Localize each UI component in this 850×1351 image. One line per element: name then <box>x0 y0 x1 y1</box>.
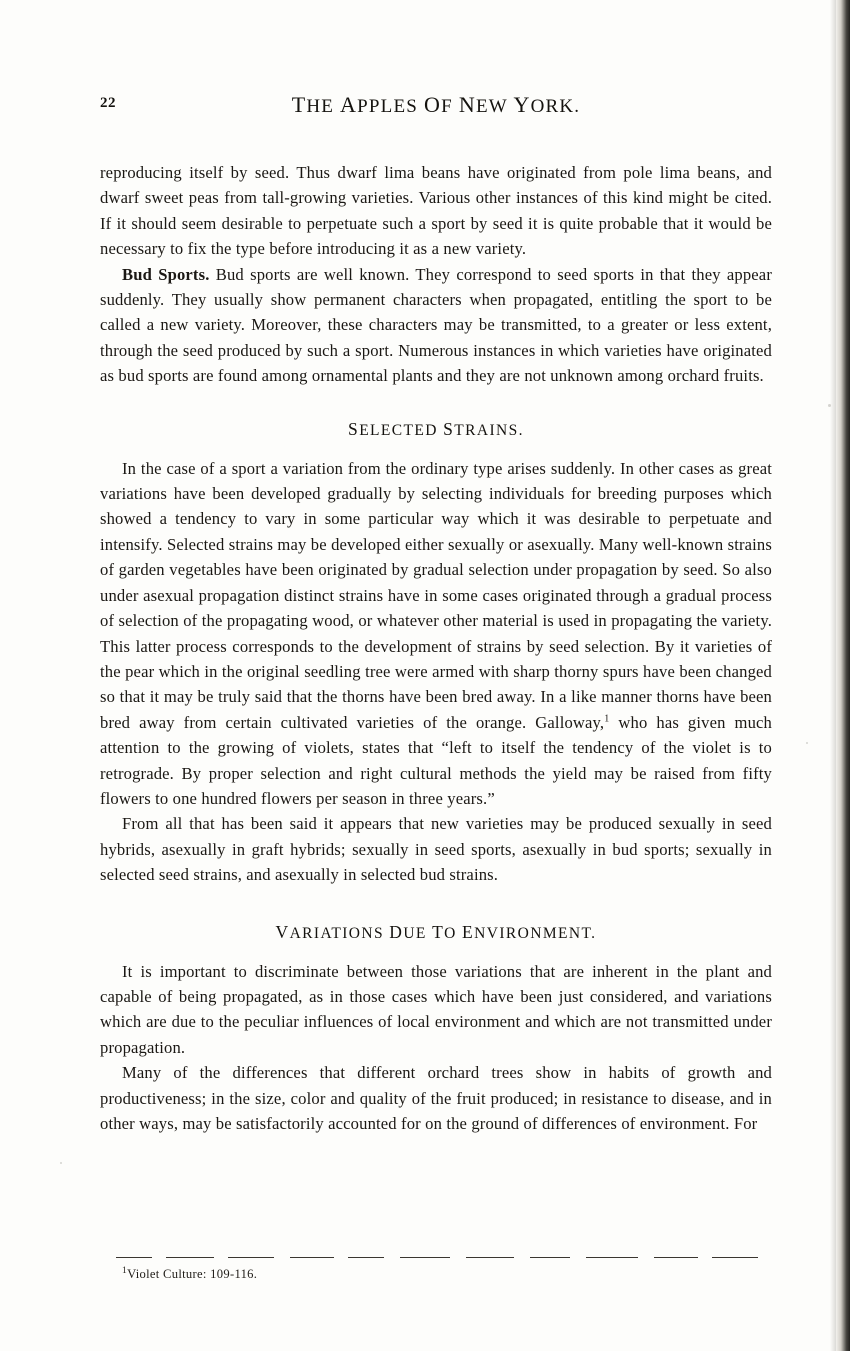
footnote-text: Violet Culture: 109-116. <box>127 1267 258 1282</box>
scan-speckle <box>828 404 831 407</box>
running-head <box>100 92 772 116</box>
paragraph-many-differences: Many of the differences that different orchard trees show in habits of growth and productiveness; in the size, color and quality of the fruit produced; in resistance to disease, and in other ways, may be satisfactorily accounted for on the ground of differences of environment. For <box>100 1063 772 1133</box>
paragraph-bud-sports-text: Bud sports are well known. They correspond to seed sports in that they appear suddenly. They usually show permanent characters when propagated, entitling the sport to be called a new variety. Moreover, these characters may be transmitted, to a greater or less extent, through the seed produced by such a sport. Numerous instances in which varieties have originated as bud sports are found among ornamental plants and they are not unknown among orchard fruits. <box>100 264 772 386</box>
paragraph-important-discriminate: It is important to discriminate between those variations that are inherent in the plant and capable of being propagated, as in those cases which have been just considered, and variations which are due to the peculiar influences of local environment and which are not transmitted under propagation. <box>100 961 772 1057</box>
page-number: 22 <box>100 95 116 111</box>
footnote-separator <box>100 1253 772 1263</box>
footnote-reference[interactable]: 1 <box>604 713 610 725</box>
running-head-title: THE APPLES OF NEW YORK. <box>291 92 581 117</box>
heading-variations-due-to-environment: VARIATIONS DUE TO ENVIRONMENT. <box>275 921 597 942</box>
paragraph-sport-variation-text: In the case of a sport a variation from the ordinary type arises suddenly. In other cases as great variations have been developed gradually by selecting individuals for breeding purposes which showed a tendency to vary in some particular way which it was desirable to perpetuate and intensify. Selected strains may be developed either sexually or asexually. Many well-known strains of garden vegetables have been originated by gradual selection under propagation by seed. So also under asexual propagation distinct strains have in some cases originated through a gradual process of selection of the propagating wood, or whatever other material is used in propagating the variety. This latter process corresponds to the development of strains by seed selection. By it varieties of the pear which in the original seedling tree were armed with sharp thorny spurs have been changed so that it may be truly said that the thorns have been bred away. In a like manner thorns have been bred away from certain cultivated varieties of the orange. Galloway, <box>100 458 772 732</box>
heading-selected-strains: SELECTED STRAINS. <box>348 418 524 439</box>
scan-edge <box>836 0 850 1351</box>
paragraph-sport-variation-text-after: who has given much attention to the growing of violets, states that “left to itself the tendency of the violet is to retrograde. By proper selection and right cultural methods the yield may be raised from fifty flowers to one hundred flowers per season in three years.” <box>100 712 772 808</box>
page-content-column <box>100 0 772 1136</box>
footnote <box>122 1266 762 1282</box>
paragraph-bud-sports <box>100 262 772 389</box>
paragraph-from-all-said: From all that has been said it appears that new varieties may be produced sexually in seed hybrids, asexually in graft hybrids; sexually in seed sports, asexually in bud sports; sexually in selected seed strains, and asexually in selected bud strains. <box>100 814 772 885</box>
paragraph-reproducing: reproducing itself by seed. Thus dwarf lima beans have originated from pole lima beans, and dwarf sweet peas from tall-growing varieties. Various other instances of this kind might be cited. If it should seem desirable to perpetuate such a sport by seed it is quite probable that it would be necessary to fix the type before introducing it as a new variety. <box>100 163 772 259</box>
footnote-marker: 1 <box>122 1266 128 1276</box>
paragraph-sport-variation <box>100 456 772 812</box>
scan-speckle <box>60 1162 62 1164</box>
scan-speckle <box>806 742 808 744</box>
paragraph-lead-bud-sports: Bud Sports. <box>122 264 210 284</box>
